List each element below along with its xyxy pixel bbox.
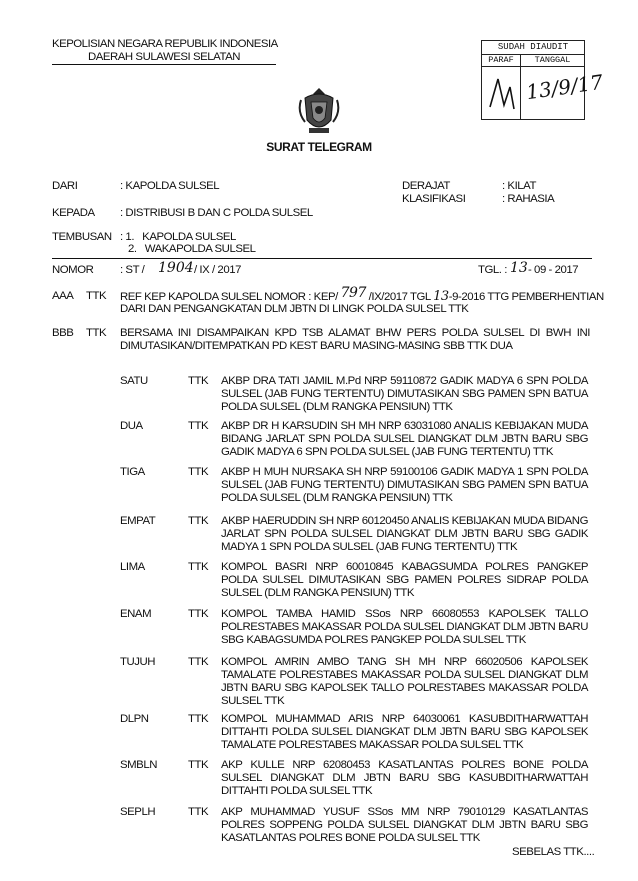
org-name-line2: DAERAH SULAWESI SELATAN — [52, 51, 276, 65]
aaa-hand-day: 13 — [433, 289, 449, 304]
tembusan-item-1: : 1. KAPOLDA SULSEL — [120, 231, 236, 243]
derajat-value: : KILAT — [502, 180, 536, 192]
item-label: LIMA — [120, 561, 145, 573]
item-ttk: TTK — [188, 466, 209, 478]
item-text: AKBP DR H KARSUDIN SH MH NRP 63031080 ANALIS KEBIJAKAN MUDA BIDANG JARLAT SPN POLDA SULSEL DIANGKAT DLM JBTN BARU SBG GADIK MADYA 6 SPN POLDA SULSEL (JAB FUNG TERTENTU) TTK — [221, 420, 588, 458]
stamp-tanggal-label: TANGGAL — [521, 55, 584, 67]
item-label: TIGA — [120, 466, 145, 478]
item-text: KOMPOL BASRI NRP 60010845 KABAGSUMDA POLRES PANGKEP POLDA SULSEL DIMUTASIKAN SBG PAMEN POLRES SIDRAP POLDA SULSEL (DLM RANGKA PENSIUN) TTK — [221, 561, 588, 599]
tembusan-label: TEMBUSAN — [52, 231, 112, 243]
item-text: KOMPOL AMRIN AMBO TANG SH MH NRP 66020506 KAPOLSEK TAMALATE POLRESTABES MAKASSAR POLDA SULSEL DIANGKAT DLM JBTN BARU SBG KAPOLSEK TALLO POLRESTABES MAKASSAR POLDA SULSEL TTK — [221, 656, 588, 707]
item-ttk: TTK — [188, 759, 209, 771]
dari-value: : KAPOLDA SULSEL — [120, 180, 220, 192]
item-text: KOMPOL TAMBA HAMID SSos NRP 66080553 KAPOLSEK TALLO POLRESTABES MAKASSAR POLDA SULSEL DIANGKAT DLM JBTN BARU SBG KABAGSUMDA POLRES PANGKEP POLDA SULSEL TTK — [221, 608, 588, 646]
item-label: SATU — [120, 375, 148, 387]
item-label: ENAM — [120, 608, 152, 620]
item-label: TUJUH — [120, 656, 156, 668]
item-ttk: TTK — [188, 420, 209, 432]
derajat-label: DERAJAT — [402, 180, 450, 192]
tgl-label: TGL. : — [478, 264, 507, 276]
item-text: AKP MUHAMMAD YUSUF SSos MM NRP 79010129 KASATLANTAS POLRES SOPPENG POLDA SULSEL DIANGKAT DLM JBTN BARU SBG KASATLANTAS POLRES BONE POLDA SULSEL TTK — [221, 806, 588, 844]
aaa-ttk: TTK — [86, 290, 107, 302]
item-label: DLPN — [120, 713, 149, 725]
org-name-line1: KEPOLISIAN NEGARA REPUBLIK INDONESIA — [52, 38, 278, 50]
kepada-value: : DISTRIBUSI B DAN C POLDA SULSEL — [120, 207, 313, 219]
aaa-text-c: -9-2016 TTG PEMBERHENTIAN — [448, 291, 604, 303]
aaa-line1 — [120, 285, 604, 304]
tgl-handwritten: 13 — [510, 260, 528, 276]
item-text: AKBP H MUH NURSAKA SH NRP 59100106 GADIK MADYA 1 SPN POLDA SULSEL (JAB FUNG TERTENTU) DIMUTASIKAN SBG PAMEN SPN BATUA POLDA SULSEL (DLM RANGKA PENSIUN) TTK — [221, 466, 588, 504]
aaa-hand-number: 797 — [340, 285, 366, 301]
audit-stamp — [481, 40, 605, 120]
item-ttk: TTK — [188, 713, 209, 725]
item-ttk: TTK — [188, 656, 209, 668]
klasifikasi-label: KLASIFIKASI — [402, 193, 466, 205]
bbb-ttk: TTK — [86, 327, 107, 339]
item-ttk: TTK — [188, 561, 209, 573]
tembusan-item-2: 2. WAKAPOLDA SULSEL — [128, 243, 256, 255]
stamp-date-handwritten: 13/9/17 — [524, 69, 605, 105]
aaa-text-a: REF KEP KAPOLDA SULSEL NOMOR : KEP/ — [120, 291, 338, 303]
item-ttk: TTK — [188, 515, 209, 527]
nomor-suffix: / IX / 2017 — [194, 264, 241, 276]
paraf-signature — [484, 67, 518, 117]
kepada-label: KEPADA — [52, 207, 95, 219]
item-label: SMBLN — [120, 759, 157, 771]
dari-label: DARI — [52, 180, 78, 192]
item-ttk: TTK — [188, 375, 209, 387]
nomor-label: NOMOR — [52, 264, 94, 276]
item-text: KOMPOL MUHAMMAD ARIS NRP 64030061 KASUBDITHARWATTAH DITTAHTI POLDA SULSEL DIANGKAT DLM JBTN BARU SBG KAPOLSEK TAMALATE POLRESTABES MAKASSAR POLDA SULSEL TTK — [221, 713, 588, 751]
bbb-code: BBB — [52, 327, 74, 339]
item-label: DUA — [120, 420, 143, 432]
police-crest-icon — [297, 86, 341, 136]
stamp-paraf-label: PARAF — [482, 55, 521, 67]
document-title: SURAT TELEGRAM — [266, 140, 372, 154]
tgl-suffix: - 09 - 2017 — [528, 264, 579, 276]
klasifikasi-value: : RAHASIA — [502, 193, 555, 205]
nomor-handwritten: 1904 — [158, 260, 194, 276]
item-label: EMPAT — [120, 515, 156, 527]
item-label: SEPLH — [120, 806, 156, 818]
aaa-line2: DARI DAN PENGANGKATAN DLM JBTN DI LINGK POLDA SULSEL TTK — [120, 303, 469, 315]
item-text: AKBP HAERUDDIN SH NRP 60120450 ANALIS KEBIJAKAN MUDA BIDANG JARLAT SPN POLDA SULSEL DIANGKAT DLM JBTN BARU SBG GADIK MADYA 1 SPN POLDA SULSEL (JAB FUNG TERTENTU) TTK — [221, 515, 588, 553]
item-ttk: TTK — [188, 806, 209, 818]
nomor-prefix: : ST / — [120, 264, 145, 276]
bbb-text: BERSAMA INI DISAMPAIKAN KPD TSB ALAMAT BHW PERS POLDA SULSEL DI BWH INI DIMUTASIKAN/DITEMPATKAN PD KEST BARU MASING-MASING SBB TTK DUA — [120, 327, 590, 352]
aaa-code: AAA — [52, 290, 74, 302]
aaa-text-b: /IX/2017 TGL — [368, 291, 431, 303]
continuation-note: SEBELAS TTK.... — [512, 846, 595, 858]
item-ttk: TTK — [188, 608, 209, 620]
item-text: AKP KULLE NRP 62080453 KASATLANTAS POLRES BONE POLDA SULSEL DIANGKAT DLM JBTN BARU SBG KASUBDITHARWATTAH DITTAHTI POLDA SULSEL TTK — [221, 759, 588, 797]
stamp-title: SUDAH DIAUDIT — [482, 41, 584, 55]
item-text: AKBP DRA TATI JAMIL M.Pd NRP 59110872 GADIK MADYA 6 SPN POLDA SULSEL (JAB FUNG TERTENTU) DIMUTASIKAN SBG PAMEN SPN BATUA POLDA SULSEL (DLM RANGKA PENSIUN) TTK — [221, 375, 588, 413]
